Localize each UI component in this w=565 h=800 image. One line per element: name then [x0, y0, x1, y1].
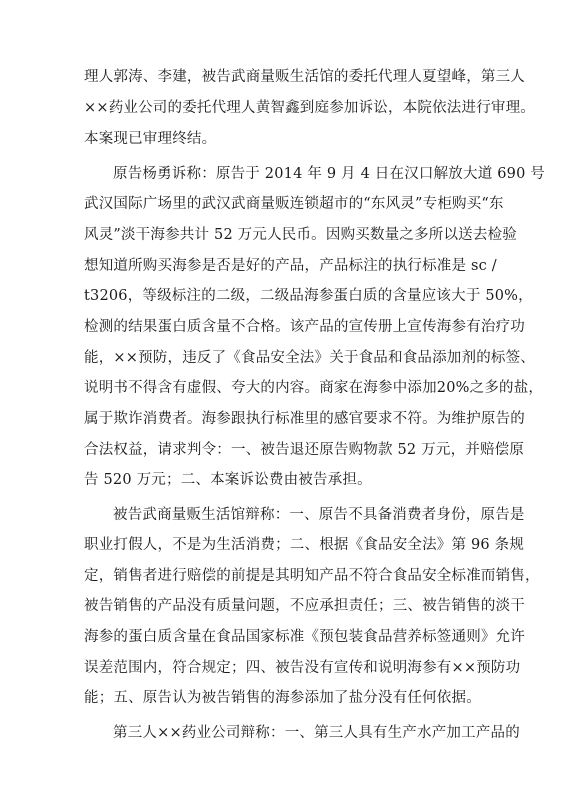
paragraph-start-line: 第三人××药业公司辩称：一、第三人具有生产水产加工产品的	[113, 725, 520, 741]
text-line: 定，销售者进行赔偿的前提是其明知产品不符合食品安全标准而销售，	[84, 568, 540, 584]
text-line: t3206，等级标注的二级，二级品海参蛋白质的含量应该大于 50%，	[84, 288, 533, 304]
text-line: 本案现已审理终结。	[84, 131, 217, 147]
paragraph-start-line: 被告武商量贩生活馆辩称：一、原告不具备消费者身份，原告是	[113, 507, 525, 523]
text-line: 属于欺诈消费者。海参跟执行标准里的感官要求不符。为维护原告的	[84, 411, 525, 427]
text-line: 告 520 万元；二、本案诉讼费由被告承担。	[84, 472, 372, 488]
text-line: 海参的蛋白质含量在食品国家标准《预包装食品营养标签通则》允许	[84, 629, 525, 645]
text-line: 检测的结果蛋白质含量不合格。该产品的宣传册上宣传海参有治疗功	[84, 319, 525, 335]
text-line: 理人郭涛、李建，被告武商量贩生活馆的委托代理人夏望峰，第三人	[84, 69, 525, 85]
text-line: 职业打假人，不是为生活消费；二、根据《食品安全法》第 96 条规	[84, 537, 525, 553]
text-line: 能；五、原告认为被告销售的海参添加了盐分没有任何依据。	[84, 690, 481, 706]
text-line: 合法权益，请求判令：一、被告退还原告购物款 52 万元，并赔偿原	[84, 442, 525, 458]
text-line: ××药业公司的委托代理人黄智鑫到庭参加诉讼，本院依法进行审理。	[84, 100, 535, 116]
text-line: 能，××预防，违反了《食品安全法》关于食品和食品添加剂的标签、	[84, 350, 535, 366]
text-line: 误差范围内，符合规定；四、被告没有宣传和说明海参有××预防功	[84, 660, 521, 676]
text-line: 被告销售的产品没有质量问题，不应承担责任；三、被告销售的淡干	[84, 598, 525, 614]
text-line: 说明书不得含有虚假、夸大的内容。商家在海参中添加20%之多的盐，	[84, 380, 544, 396]
text-line: 想知道所购买海参是否是好的产品，产品标注的执行标准是 sc /	[84, 258, 497, 274]
text-line: 风灵”淡干海参共计 52 万元人民币。因购买数量之多所以送去检验	[84, 227, 517, 243]
paragraph-start-line: 原告杨勇诉称：原告于 2014 年 9 月 4 日在汉口解放大道 690 号	[113, 166, 545, 182]
text-line: 武汉国际广场里的武汉武商量贩连锁超市的“东风灵”专柜购买“东	[84, 196, 504, 212]
